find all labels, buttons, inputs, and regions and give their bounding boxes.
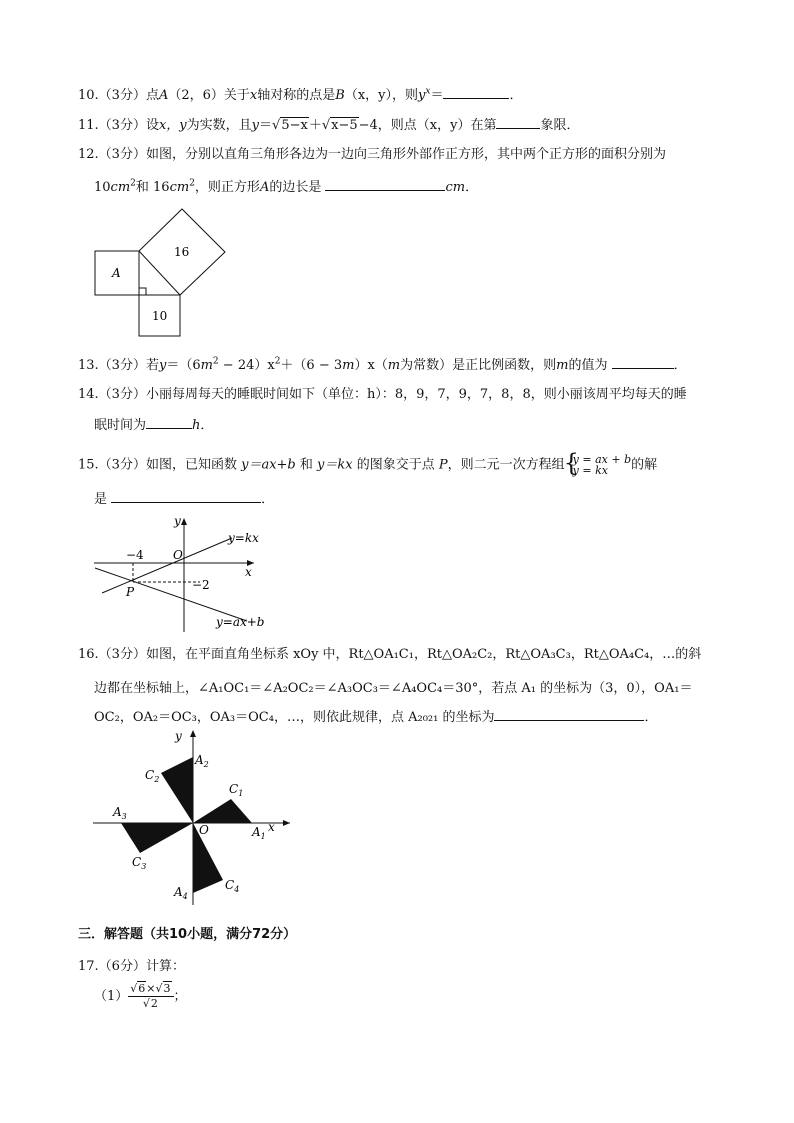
label-a1: $A_1$ xyxy=(252,825,266,841)
label-a4: $A_4$ xyxy=(174,885,188,901)
y-axis-arrow xyxy=(181,518,187,525)
answer-blank[interactable] xyxy=(325,178,445,191)
figure-16 xyxy=(90,727,320,907)
question-13: 13.（3分）若$y=(6m^2 - 24)x^2+(6 - 3m)x(m$为常数）是正比例函数，则m的值为 ． xyxy=(78,356,687,373)
label-y: y xyxy=(174,514,181,528)
label-a3: $A_3$ xyxy=(113,805,127,821)
answer-blank[interactable] xyxy=(443,86,509,99)
label-10: 10 xyxy=(152,309,168,323)
answer-blank[interactable] xyxy=(494,708,644,721)
question-12-line1: 12.（3分）如图，分别以直角三角形各边为一边向三角形外部作正方形，其中两个正方形的面积分别为 xyxy=(78,147,666,162)
answer-blank[interactable] xyxy=(612,356,674,369)
label-c3: $C_3$ xyxy=(132,855,147,871)
label-a2: $A_2$ xyxy=(195,753,209,769)
label-x: x xyxy=(268,820,275,834)
answer-blank[interactable] xyxy=(146,416,192,429)
question-17-part-1: （1） $\frac{√6\times√3}{√2}$ ； xyxy=(94,982,187,1010)
label-y: y xyxy=(175,729,182,743)
question-11: 11.（3分）设x，y为实数，且y＝√5−x＋√x−5−4，则点（x，y）在第 象限． xyxy=(78,118,580,133)
question-15-line1: 15.（3分）如图，已知函数 y＝ax+b 和 y＝kx 的图象交于点 P，则二元一次方程组 { y = ax + b y = kx 的解 xyxy=(78,454,657,476)
label-origin: O xyxy=(199,823,209,837)
label-16: 16 xyxy=(174,245,190,259)
line-axb xyxy=(95,568,247,621)
question-16-line3: OC₂，OA₂＝OC₃，OA₃＝OC₄，…，则依此规律，点 A₂₀₂₁ 的坐标为 ． xyxy=(94,710,658,725)
label-minus-2: −2 xyxy=(192,578,210,592)
label-y-kx: y=kx xyxy=(228,531,259,545)
label-p: P xyxy=(126,585,135,599)
answer-blank[interactable] xyxy=(496,116,540,129)
label-c2: $C_2$ xyxy=(145,768,160,784)
label-c1: $C_1$ xyxy=(229,782,244,798)
equation-system: { y = ax + b y = kx xyxy=(565,454,631,476)
label-y-axb: y=ax+b xyxy=(216,615,265,629)
x-axis-arrow xyxy=(283,820,290,826)
question-14-line2: 眠时间为 h． xyxy=(94,418,214,433)
label-minus-4: −4 xyxy=(126,548,144,562)
section-3-heading: 三．解答题（共10小题，满分72分） xyxy=(78,927,297,942)
label-x: x xyxy=(245,565,252,579)
triangle-2 xyxy=(161,757,193,823)
label-a: A xyxy=(112,266,121,280)
answer-blank[interactable] xyxy=(111,490,261,503)
question-15-line2: 是 ． xyxy=(94,492,275,507)
triangle-1 xyxy=(193,799,252,823)
figure-15 xyxy=(92,512,282,637)
question-10: 10.（3分）点A（2，6）关于x轴对称的点是B（x，y），则$y^x=$ ． xyxy=(78,86,523,103)
label-origin: O xyxy=(173,548,183,562)
label-c4: $C_4$ xyxy=(225,878,240,894)
question-14-line1: 14.（3分）小丽每周每天的睡眠时间如下（单位：h）：8，9，7，9，7，8，8，则小丽该周平均每天的睡 xyxy=(78,387,687,402)
y-axis-arrow xyxy=(190,730,196,737)
figure-12 xyxy=(90,205,230,340)
question-16-line1: 16.（3分）如图，在平面直角坐标系 xOy 中，Rt△OA₁C₁，Rt△OA₂C₂，Rt△OA₃C₃，Rt△OA₄C₄，…的斜 xyxy=(78,647,702,662)
right-angle-mark xyxy=(139,288,146,295)
triangle-3 xyxy=(121,823,193,853)
fraction: $\frac{√6\times√3}{√2}$ xyxy=(128,982,173,1011)
line-kx xyxy=(102,538,232,593)
question-16-line2: 边都在坐标轴上，∠A₁OC₁＝∠A₂OC₂＝∠A₃OC₃＝∠A₄OC₄＝30°，若点 A₁ 的坐标为（3，0），OA₁＝ xyxy=(94,681,693,696)
question-12-line2: $10cm^2$和 $16cm^2$，则正方形A的边长是 cm． xyxy=(94,178,479,195)
question-17: 17.（6分）计算： xyxy=(78,959,185,974)
